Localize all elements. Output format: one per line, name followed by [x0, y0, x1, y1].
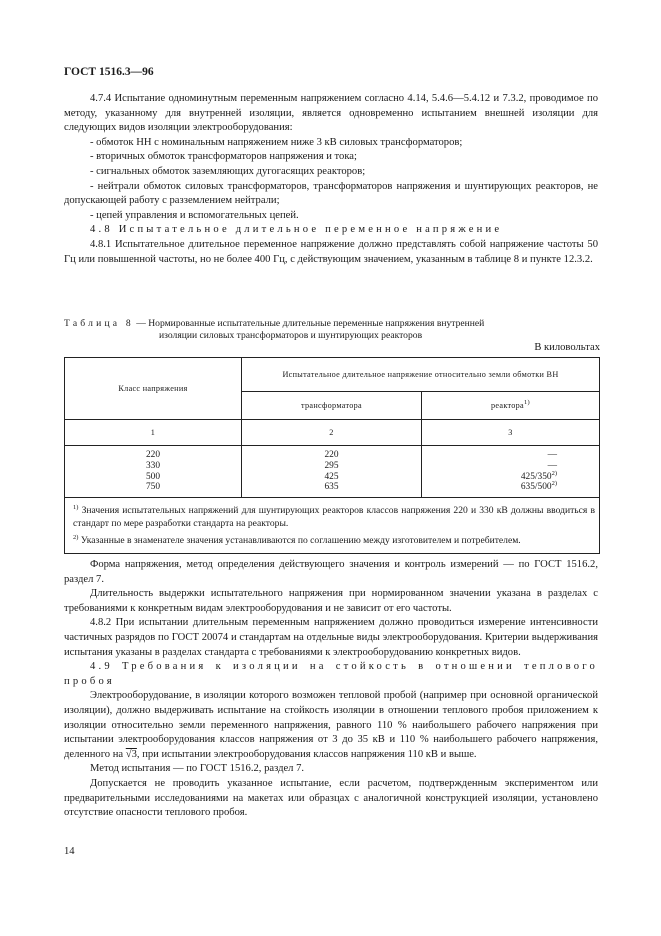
list-item: - вторичных обмоток трансформаторов напряжения и тока;: [90, 151, 357, 163]
paragraph: Длительность выдержки испытательного напряжения при нормированном значении указана в разделах с требованиями к конкретным видам электрооборудования и не зависит от его частоты.: [64, 588, 598, 614]
after-table-text: [64, 558, 598, 821]
table-cell: 635: [324, 482, 339, 493]
table-8-caption: [64, 318, 604, 342]
voltage-class-values: [65, 446, 242, 498]
paragraph: Метод испытания — по ГОСТ 1516.2, раздел 7.: [90, 763, 305, 775]
table-notes: [65, 498, 600, 554]
list-item: - сигнальных обмоток заземляющих дугогасящих реакторов;: [90, 165, 366, 177]
table-cell: 500: [145, 471, 161, 482]
column-number: 3: [422, 420, 600, 446]
section-4-9-title: 4.9 Требования к изоляции на стойкость в отношении теплового пробоя: [64, 661, 598, 687]
table-cell: 295: [324, 460, 339, 471]
header-reactor-label: реактора: [490, 401, 524, 410]
paragraph: Допускается не проводить указанное испытание, если расчетом, подтвержденным экспериментом или предварительными исследованиями на макетах или образцах с аналогичной конструкцией изоляции, установлено отсутствие опасности теплового пробоя.: [64, 777, 598, 819]
table-cell: 635/500$^{2)}$: [520, 480, 557, 493]
list-item: - цепей управления и вспомогательных цепей.: [90, 209, 299, 221]
column-number: 1: [65, 420, 242, 446]
table-8: [64, 357, 600, 554]
column-number: 2: [242, 420, 422, 446]
list-item: - нейтрали обмоток силовых трансформаторов, трансформаторов напряжения и шунтирующих реакторов, не допускающей работу с разземлением нейтрали;: [64, 180, 598, 207]
document-code-header: ГОСТ 1516.3—96: [64, 66, 154, 78]
table-8-units: В киловольтах: [534, 342, 600, 353]
footnote-mark: 1): [524, 399, 531, 406]
header-reactor: [422, 392, 600, 420]
section-4-8-title: 4.8 Испытательное длительное переменное напряжение: [90, 224, 503, 236]
table-cell: 220: [145, 450, 161, 460]
table-cell: —: [547, 460, 557, 471]
header-voltage-class: Класс напряжения: [65, 358, 242, 420]
table-note: $^{2)}$ Указанные в знаменателе значения устанавливаются по соглашению между изготовителем и потребителем.: [73, 534, 521, 547]
list-item: - обмоток НН с номинальным напряжением ниже 3 кВ силовых трансформаторов;: [90, 136, 463, 148]
paragraph-4-8-1: 4.8.1 Испытательное длительное переменное напряжение должно представлять собой напряжение частоты 50 Гц или повышенной частоты, но не более 400 Гц, с действующим значением, указанным в таблице 8 и пункте 12.3.2.: [64, 238, 598, 265]
table-cell: —: [547, 450, 557, 460]
table-cell: 330: [145, 460, 161, 471]
paragraph-4-7-4: 4.7.4 Испытание одноминутным переменным напряжением согласно 4.14, 5.4.6—5.4.12 и 7.3.2, проводимое по методу, указанному для внутренней изоляции, является одновременно испытанием внешней изоляции для следующих видов изоляции электрооборудования:: [64, 93, 598, 134]
reactor-values: [422, 446, 600, 498]
table-8-caption-line2: изоляции силовых трансформаторов и шунтирующих реакторов: [159, 330, 423, 341]
transformer-values: [242, 446, 422, 498]
table-cell: 750: [145, 482, 161, 493]
paragraph-4-8-2: 4.8.2 При испытании длительным переменным напряжением должно проводиться измерение интенсивности частичных разрядов по ГОСТ 20074 и стандартам на отдельные виды электрооборудования. Критерии выдерживания испытания указаны в разделах стандарта с требованиями к электрооборудованию конкретных видов.: [64, 617, 598, 658]
header-transformer: трансформатора: [242, 392, 422, 420]
section-4-7-4: [64, 92, 598, 267]
paragraph: Форма напряжения, метод определения действующего значения и контроль измерений — по ГОСТ 1516.2, раздел 7.: [64, 559, 598, 585]
page-number: 14: [64, 846, 75, 857]
paragraph-4-9: Электрооборудование, в изоляции которого возможен тепловой пробой (например при основной органической изоляции), должно выдерживать испытание на стойкость изоляции в отношении теплового пробоя приложением к изоляции относительно земли переменного напряжения, равного 110 % наибольшего рабочего напряжения при испытании электрооборудования классов напряжения от 3 до 35 кВ и 110 % наибольшего рабочего напряжения, деленного на √3, при испытании электрооборудования классов напряжения 110 кВ и выше.: [64, 690, 598, 760]
header-test-voltage-group: Испытательное длительное напряжение относительно земли обмотки ВН: [242, 358, 600, 392]
table-cell: 425/350$^{2)}$: [520, 469, 557, 482]
table-8-caption-text: — Нормированные испытательные длительные переменные напряжения внутренней: [133, 318, 485, 329]
table-note: $^{1)}$ Значения испытательных напряжений для шунтирующих реакторов классов напряжения 220 и 330 кВ должны вводиться в стандарт по мере разработки стандарта на реакторы.: [73, 504, 596, 530]
table-8-label: Таблица 8: [64, 318, 134, 329]
table-cell: 425: [324, 471, 339, 482]
table-cell: 220: [324, 450, 339, 460]
sqrt3-symbol: √3: [125, 748, 137, 760]
